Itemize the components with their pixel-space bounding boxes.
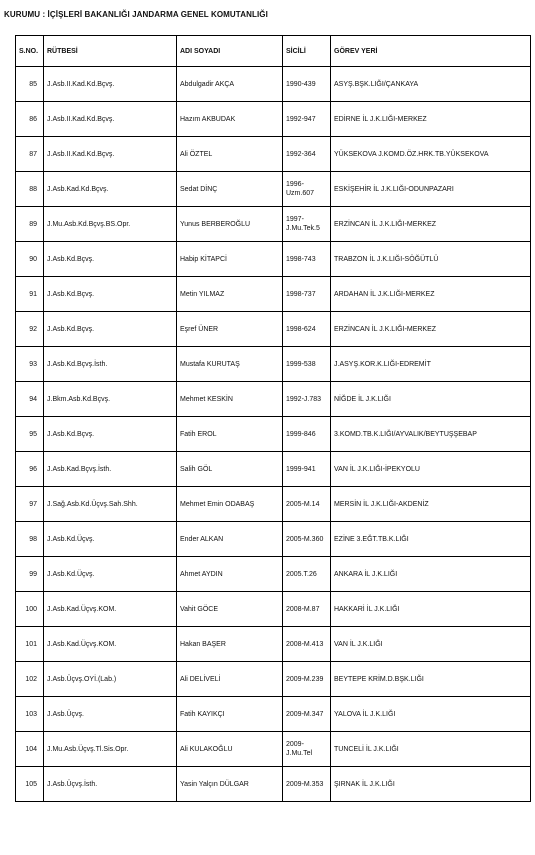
row-sno: 105: [16, 767, 44, 802]
column-header-name: ADI SOYADI: [177, 36, 283, 67]
row-sno: 88: [16, 172, 44, 207]
row-duty-station: HAKKARİ İL J.K.LIĞI: [331, 592, 531, 627]
row-sno: 89: [16, 207, 44, 242]
row-name: Ali DELİVELİ: [177, 662, 283, 697]
row-duty-station: ARDAHAN İL J.K.LIĞI-MERKEZ: [331, 277, 531, 312]
row-rank: J.Asb.Kd.Üçvş.: [44, 557, 177, 592]
row-sno: 102: [16, 662, 44, 697]
row-sno: 100: [16, 592, 44, 627]
row-registry: 2009-M.353: [283, 767, 331, 802]
row-name: Mehmet KESKİN: [177, 382, 283, 417]
row-registry: 1996-Uzm.607: [283, 172, 331, 207]
row-sno: 93: [16, 347, 44, 382]
row-registry: 1999-538: [283, 347, 331, 382]
table-row: [16, 347, 531, 382]
row-duty-station: ŞIRNAK İL J.K.LIĞI: [331, 767, 531, 802]
row-sno: 86: [16, 102, 44, 137]
row-rank: J.Asb.II.Kad.Kd.Bçvş.: [44, 67, 177, 102]
row-name: Hakan BAŞER: [177, 627, 283, 662]
row-sno: 87: [16, 137, 44, 172]
row-name: Ali ÖZTEL: [177, 137, 283, 172]
row-name: Salih GÖL: [177, 452, 283, 487]
row-name: Mustafa KURUTAŞ: [177, 347, 283, 382]
row-name: Hazım AKBUDAK: [177, 102, 283, 137]
row-sno: 92: [16, 312, 44, 347]
row-registry: 1999-941: [283, 452, 331, 487]
row-duty-station: BEYTEPE KRİM.D.BŞK.LIĞI: [331, 662, 531, 697]
row-rank: J.Asb.Üçvş.OYİ.(Lab.): [44, 662, 177, 697]
column-header-rank: RÜTBESİ: [44, 36, 177, 67]
row-registry: 2008-M.87: [283, 592, 331, 627]
row-registry: 1998-624: [283, 312, 331, 347]
table-row: [16, 452, 531, 487]
row-rank: J.Asb.Kad.Üçvş.KOM.: [44, 627, 177, 662]
row-rank: J.Asb.Üçvş.: [44, 697, 177, 732]
row-registry: 1998-743: [283, 242, 331, 277]
row-registry: 2008-M.413: [283, 627, 331, 662]
table-row: [16, 697, 531, 732]
row-rank: J.Mu.Asb.Üçvş.Tl.Sis.Opr.: [44, 732, 177, 767]
row-name: Fatih EROL: [177, 417, 283, 452]
row-registry: 1998-737: [283, 277, 331, 312]
row-name: Ahmet AYDIN: [177, 557, 283, 592]
row-name: Mehmet Emin ODABAŞ: [177, 487, 283, 522]
row-duty-station: ESKİŞEHİR İL J.K.LIĞI-ODUNPAZARI: [331, 172, 531, 207]
table-header-row: [16, 36, 531, 67]
row-duty-station: ERZİNCAN İL J.K.LIĞI-MERKEZ: [331, 207, 531, 242]
row-duty-station: TRABZON İL J.K.LIĞI-SÖĞÜTLÜ: [331, 242, 531, 277]
table-row: [16, 767, 531, 802]
table-row: [16, 382, 531, 417]
row-rank: J.Asb.Kad.Üçvş.KOM.: [44, 592, 177, 627]
row-rank: J.Asb.Kd.Bçvş.: [44, 242, 177, 277]
table-row: [16, 207, 531, 242]
row-registry: 1990-439: [283, 67, 331, 102]
table-row: [16, 172, 531, 207]
row-registry: 1997-J.Mu.Tek.5: [283, 207, 331, 242]
row-sno: 85: [16, 67, 44, 102]
row-rank: J.Asb.II.Kad.Kd.Bçvş.: [44, 137, 177, 172]
table-row: [16, 732, 531, 767]
row-registry: 1992-364: [283, 137, 331, 172]
row-duty-station: TUNCELİ İL J.K.LIĞI: [331, 732, 531, 767]
table-row: [16, 627, 531, 662]
table-row: [16, 67, 531, 102]
table-row: [16, 102, 531, 137]
row-sno: 94: [16, 382, 44, 417]
row-duty-station: VAN İL J.K.LIĞI: [331, 627, 531, 662]
row-sno: 104: [16, 732, 44, 767]
row-duty-station: EZİNE 3.EĞT.TB.K.LIĞI: [331, 522, 531, 557]
row-rank: J.Asb.Kad.Kd.Bçvş.: [44, 172, 177, 207]
row-registry: 1999-846: [283, 417, 331, 452]
personnel-table: [15, 35, 531, 802]
row-duty-station: ASYŞ.BŞK.LIĞI/ÇANKAYA: [331, 67, 531, 102]
row-sno: 103: [16, 697, 44, 732]
row-duty-station: EDİRNE İL J.K.LIĞI-MERKEZ: [331, 102, 531, 137]
row-rank: J.Asb.II.Kad.Kd.Bçvş.: [44, 102, 177, 137]
row-registry: 1992-J.783: [283, 382, 331, 417]
row-sno: 101: [16, 627, 44, 662]
row-rank: J.Asb.Kd.Bçvş.İsth.: [44, 347, 177, 382]
row-name: Vahit GÖCE: [177, 592, 283, 627]
table-row: [16, 137, 531, 172]
row-registry: 2005-M.14: [283, 487, 331, 522]
row-duty-station: J.ASYŞ.KOR.K.LIĞI-EDREMİT: [331, 347, 531, 382]
table-row: [16, 592, 531, 627]
row-duty-station: VAN İL J.K.LIĞI-İPEKYOLU: [331, 452, 531, 487]
row-rank: J.Sağ.Asb.Kd.Üçvş.Sah.Shh.: [44, 487, 177, 522]
table-row: [16, 522, 531, 557]
table-row: [16, 312, 531, 347]
row-name: Abdulgadir AKÇA: [177, 67, 283, 102]
row-duty-station: YALOVA İL J.K.LIĞI: [331, 697, 531, 732]
column-header-sno: S.NO.: [16, 36, 44, 67]
row-sno: 95: [16, 417, 44, 452]
row-rank: J.Asb.Kd.Üçvş.: [44, 522, 177, 557]
row-rank: J.Asb.Üçvş.İsth.: [44, 767, 177, 802]
row-sno: 98: [16, 522, 44, 557]
table-row: [16, 557, 531, 592]
row-registry: 2005.T.26: [283, 557, 331, 592]
row-registry: 2009-M.239: [283, 662, 331, 697]
table-row: [16, 242, 531, 277]
table-row: [16, 417, 531, 452]
row-sno: 96: [16, 452, 44, 487]
column-header-registry: SİCİLİ: [283, 36, 331, 67]
row-sno: 91: [16, 277, 44, 312]
row-name: Yunus BERBEROĞLU: [177, 207, 283, 242]
row-rank: J.Asb.Kd.Bçvş.: [44, 312, 177, 347]
row-registry: 2009-M.347: [283, 697, 331, 732]
page-title: KURUMU : İÇİŞLERİ BAKANLIĞI JANDARMA GENEL KOMUTANLIĞI: [4, 10, 268, 19]
table-row: [16, 487, 531, 522]
table-row: [16, 662, 531, 697]
row-sno: 97: [16, 487, 44, 522]
row-name: Ali KULAKOĞLU: [177, 732, 283, 767]
row-rank: J.Mu.Asb.Kd.Bçvş.BS.Opr.: [44, 207, 177, 242]
row-name: Fatih KAYIKÇI: [177, 697, 283, 732]
row-registry: 1992-947: [283, 102, 331, 137]
row-duty-station: NİĞDE İL J.K.LIĞI: [331, 382, 531, 417]
row-sno: 90: [16, 242, 44, 277]
table-row: [16, 277, 531, 312]
row-registry: 2009-J.Mu.Tel: [283, 732, 331, 767]
row-name: Habip KİTAPCİ: [177, 242, 283, 277]
row-registry: 2005-M.360: [283, 522, 331, 557]
row-duty-station: YÜKSEKOVA J.KOMD.ÖZ.HRK.TB.YÜKSEKOVA: [331, 137, 531, 172]
row-duty-station: 3.KOMD.TB.K.LIĞI/AYVALIK/BEYTUŞŞEBAP: [331, 417, 531, 452]
row-sno: 99: [16, 557, 44, 592]
row-name: Sedat DİNÇ: [177, 172, 283, 207]
row-duty-station: ERZİNCAN İL J.K.LIĞI-MERKEZ: [331, 312, 531, 347]
row-name: Yasin Yalçın DÜLGAR: [177, 767, 283, 802]
row-name: Ender ALKAN: [177, 522, 283, 557]
column-header-duty-station: GÖREV YERİ: [331, 36, 531, 67]
row-duty-station: MERSİN İL J.K.LIĞI-AKDENİZ: [331, 487, 531, 522]
row-rank: J.Asb.Kd.Bçvş.: [44, 417, 177, 452]
row-rank: J.Bkm.Asb.Kd.Bçvş.: [44, 382, 177, 417]
row-rank: J.Asb.Kd.Bçvş.: [44, 277, 177, 312]
row-duty-station: ANKARA İL J.K.LIĞI: [331, 557, 531, 592]
row-name: Metin YILMAZ: [177, 277, 283, 312]
row-name: Eşref ÜNER: [177, 312, 283, 347]
row-rank: J.Asb.Kad.Bçvş.İsth.: [44, 452, 177, 487]
